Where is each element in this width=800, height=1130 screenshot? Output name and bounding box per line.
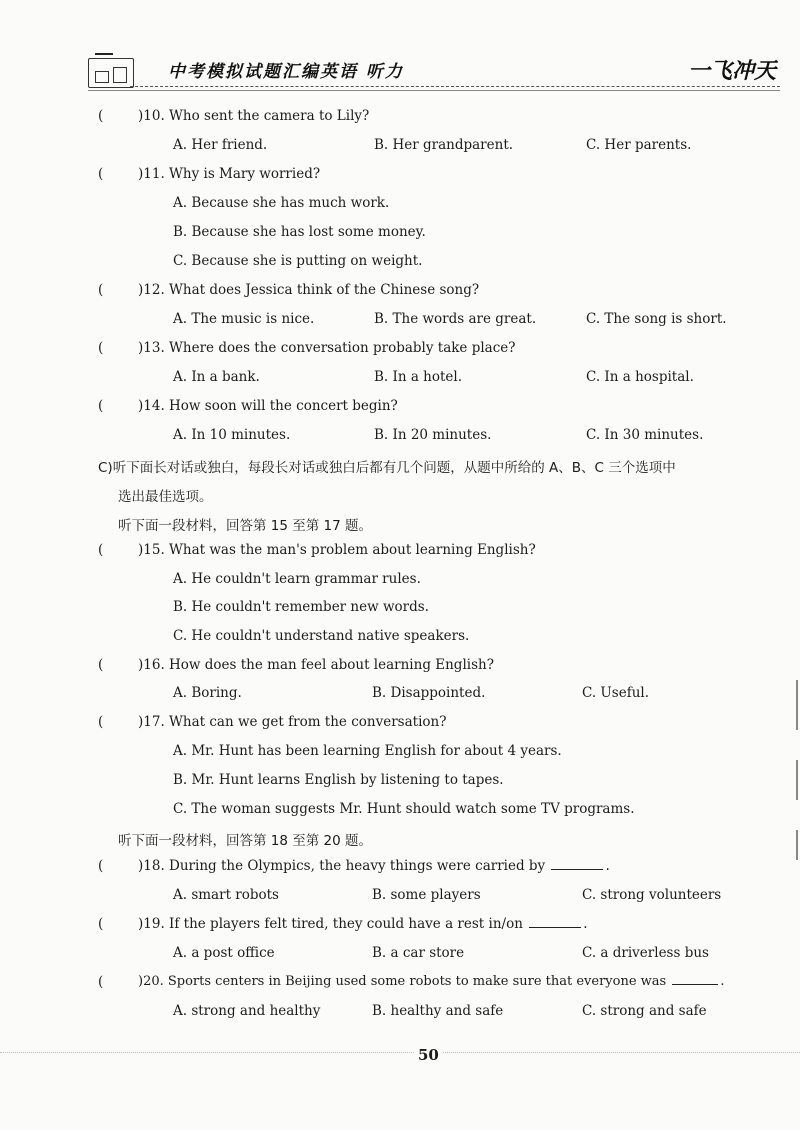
question-11: )11. Why is Mary worried?: [138, 166, 321, 182]
q16-option-c: C. Useful.: [582, 685, 650, 701]
question-19-text: )19. If the players felt tired, they could have a rest in/on: [138, 916, 523, 932]
answer-blank: [551, 859, 603, 870]
question-10: )10. Who sent the camera to Lily?: [138, 108, 370, 124]
question-18: [138, 858, 610, 874]
q19-option-a: A. a post office: [173, 945, 275, 961]
header-title: 中考模拟试题汇编英语 听力: [168, 62, 404, 82]
end-period: .: [720, 974, 725, 989]
answer-paren: (: [98, 714, 104, 730]
q19-option-b: B. a car store: [372, 945, 465, 961]
q16-option-b: B. Disappointed.: [372, 685, 486, 701]
q13-option-a: A. In a bank.: [173, 369, 260, 385]
question-15: )15. What was the man's problem about learning English?: [138, 542, 536, 558]
question-14: )14. How soon will the concert begin?: [138, 398, 398, 414]
answer-paren: (: [98, 108, 104, 124]
q10-option-a: A. Her friend.: [173, 137, 268, 153]
q14-option-c: C. In 30 minutes.: [586, 427, 704, 443]
end-period: .: [605, 858, 610, 874]
section-c-instruction: C)听下面长对话或独白，每段长对话或独白后都有几个问题，从题中所给的 A、B、C 三个选项中: [98, 460, 676, 476]
answer-paren: (: [98, 398, 104, 414]
q18-option-c: C. strong volunteers: [582, 887, 722, 903]
footer-divider: [0, 1052, 800, 1053]
q11-option-a: A. Because she has much work.: [173, 195, 390, 211]
answer-blank: [672, 974, 718, 985]
answer-paren: (: [98, 542, 104, 558]
q17-option-b: B. Mr. Hunt learns English by listening to tapes.: [173, 772, 504, 788]
q12-option-b: B. The words are great.: [374, 311, 537, 327]
question-18-text: )18. During the Olympics, the heavy things were carried by: [138, 858, 546, 874]
q15-option-b: B. He couldn't remember new words.: [173, 599, 429, 615]
q18-option-b: B. some players: [372, 887, 481, 903]
question-12: )12. What does Jessica think of the Chinese song?: [138, 282, 480, 298]
question-16: )16. How does the man feel about learning English?: [138, 657, 494, 673]
scan-edge-mark: [796, 830, 798, 860]
book-logo-icon: [88, 58, 134, 88]
question-13: )13. Where does the conversation probably take place?: [138, 340, 516, 356]
question-20-text: )20. Sports centers in Beijing used some robots to make sure that everyone was: [138, 974, 667, 989]
scan-edge-mark: [796, 760, 798, 800]
q15-option-c: C. He couldn't understand native speakers.: [173, 628, 470, 644]
answer-paren: (: [98, 858, 104, 874]
page-header: [88, 54, 788, 90]
question-19: [138, 916, 588, 932]
answer-paren: (: [98, 657, 104, 673]
header-brand: 一飞冲天: [687, 59, 776, 84]
question-20: [138, 974, 725, 989]
q14-option-b: B. In 20 minutes.: [374, 427, 492, 443]
page-number: 50: [414, 1046, 443, 1064]
header-rule: [88, 90, 780, 91]
q20-option-a: A. strong and healthy: [173, 1003, 321, 1019]
q18-option-a: A. smart robots: [173, 887, 279, 903]
q19-option-c: C. a driverless bus: [582, 945, 709, 961]
scan-edge-mark: [796, 680, 798, 730]
q14-option-a: A. In 10 minutes.: [173, 427, 291, 443]
q12-option-a: A. The music is nice.: [173, 311, 315, 327]
q13-option-b: B. In a hotel.: [374, 369, 463, 385]
answer-paren: (: [98, 916, 104, 932]
answer-paren: (: [98, 166, 104, 182]
q16-option-a: A. Boring.: [173, 685, 242, 701]
answer-paren: (: [98, 340, 104, 356]
q12-option-c: C. The song is short.: [586, 311, 727, 327]
part-18-20-instruction: 听下面一段材料，回答第 18 至第 20 题。: [118, 833, 373, 849]
q11-option-b: B. Because she has lost some money.: [173, 224, 426, 240]
answer-blank: [529, 917, 581, 928]
q15-option-a: A. He couldn't learn grammar rules.: [173, 571, 421, 587]
question-17: )17. What can we get from the conversation?: [138, 714, 447, 730]
q17-option-a: A. Mr. Hunt has been learning English for about 4 years.: [173, 743, 562, 759]
answer-paren: (: [98, 974, 104, 990]
q17-option-c: C. The woman suggests Mr. Hunt should watch some TV programs.: [173, 801, 635, 817]
q10-option-c: C. Her parents.: [586, 137, 692, 153]
q11-option-c: C. Because she is putting on weight.: [173, 253, 423, 269]
section-c-instruction-cont: 选出最佳选项。: [118, 489, 213, 505]
q10-option-b: B. Her grandparent.: [374, 137, 514, 153]
part-15-17-instruction: 听下面一段材料，回答第 15 至第 17 题。: [118, 518, 373, 534]
q20-option-c: C. strong and safe: [582, 1003, 707, 1019]
q13-option-c: C. In a hospital.: [586, 369, 694, 385]
q20-option-b: B. healthy and safe: [372, 1003, 504, 1019]
header-divider: [130, 86, 780, 87]
answer-paren: (: [98, 282, 104, 298]
end-period: .: [583, 916, 588, 932]
